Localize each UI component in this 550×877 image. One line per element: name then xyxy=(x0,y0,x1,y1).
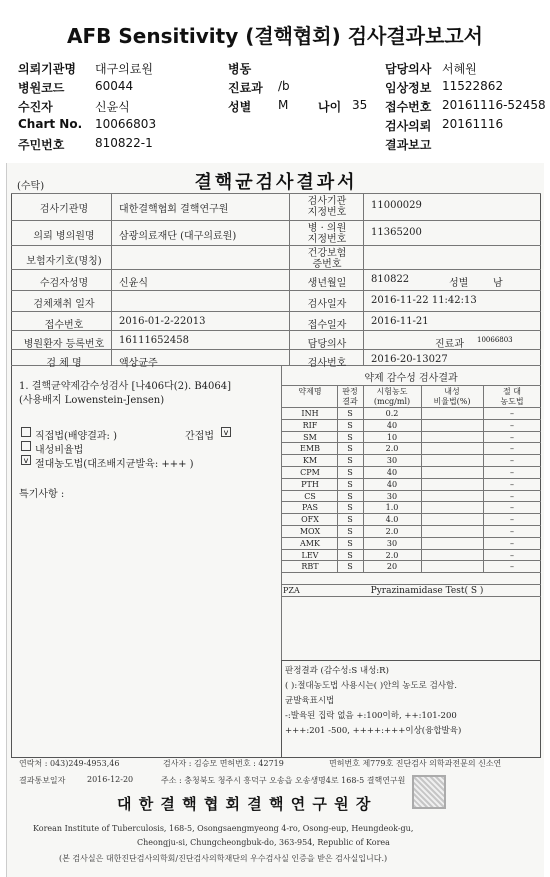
indirect-method-label: 간접법 xyxy=(185,431,214,442)
drug-abs: – xyxy=(510,409,514,418)
row-label-2: 생년월일 xyxy=(307,278,347,289)
drug-name: PAS xyxy=(302,503,318,513)
drug-abs: – xyxy=(510,503,514,513)
drug-name: RIF xyxy=(302,420,318,430)
dept-label: 진료과 xyxy=(435,339,464,350)
sensitivity-title: 약제 감수성 검사결과 xyxy=(364,373,458,384)
drug-conc: 40 xyxy=(386,420,398,430)
drug-abs: – xyxy=(510,479,514,489)
row-value: 삼광의료재단 (대구의료원) xyxy=(119,231,237,242)
row-value: 신윤식 xyxy=(119,278,148,289)
drug-conc: 2.0 xyxy=(385,550,399,560)
drug-conc: 2.0 xyxy=(385,527,399,536)
col-line xyxy=(363,269,364,365)
drug-conc: 0.2 xyxy=(385,409,399,418)
header-value: 20161116 xyxy=(442,117,504,131)
table-line xyxy=(281,549,541,550)
row-label: 검사기관명 xyxy=(39,204,89,215)
contact-phone: 연락처 : 043)249-4953,46 xyxy=(19,759,120,768)
drug-res: S xyxy=(347,527,353,536)
direct-method-checkbox xyxy=(21,427,31,437)
row-value: 2016-01-2-22013 xyxy=(119,316,206,327)
header-label: 임상정보 xyxy=(385,81,432,95)
official-seal xyxy=(412,775,446,809)
table-line xyxy=(281,407,541,408)
header-label: 수진자 xyxy=(18,100,53,114)
header-label: 병동 xyxy=(228,62,252,76)
drug-res: S xyxy=(347,444,353,454)
age-label: 나이 xyxy=(318,100,342,114)
header-label: 진료과 xyxy=(228,81,263,95)
drug-abs: – xyxy=(510,468,514,477)
row-value-2: 810822 xyxy=(371,274,410,285)
address: 주소 : 충청북도 청주시 흥덕구 오송읍 오송생명4로 168-5 결핵연구원 xyxy=(161,776,406,785)
drug-abs: – xyxy=(510,562,514,572)
table-line xyxy=(281,501,541,502)
header-value: 서혜원 xyxy=(442,62,477,76)
drug-name: CS xyxy=(304,491,316,501)
dept-value: 10066803 xyxy=(477,336,513,344)
table-line xyxy=(281,442,541,443)
judgement-line: +++:201 -500, ++++:+++이상(융합발육) xyxy=(285,726,462,736)
drug-abs: – xyxy=(510,491,514,501)
drug-name: KM xyxy=(302,456,318,466)
table-line xyxy=(281,537,541,538)
absolute-method-checkbox: v xyxy=(21,455,31,465)
drug-name: MOX xyxy=(299,527,321,536)
row-value: 16111652458 xyxy=(119,335,189,346)
drug-res: S xyxy=(347,432,353,442)
table-header: 판정 결과 xyxy=(342,387,358,406)
ratio-method-checkbox xyxy=(21,441,31,451)
drug-res: S xyxy=(347,491,353,501)
row-label: 보험자기호(명칭) xyxy=(26,256,102,267)
judgement-line: 균발육표시법 xyxy=(285,696,335,706)
drug-conc: 2.0 xyxy=(385,444,399,454)
col-line xyxy=(111,193,112,365)
row-value: 액상균주 xyxy=(119,358,158,369)
drug-name: AMK xyxy=(300,538,320,548)
table-line xyxy=(281,478,541,479)
scanned-result-document xyxy=(6,163,544,877)
pza-name: PZA xyxy=(283,586,300,596)
row-value: 대한결핵협회 결핵연구원 xyxy=(119,204,229,215)
drug-name: EMB xyxy=(300,444,320,454)
sex-value: 남 xyxy=(493,278,503,289)
drug-abs: – xyxy=(510,527,514,536)
header-value: 11522862 xyxy=(442,79,504,93)
drug-name: OFX xyxy=(301,515,319,525)
sex-label: 성별 xyxy=(449,278,469,289)
row-label-2: 병 · 의원 지정번호 xyxy=(307,223,347,245)
drug-name: INH xyxy=(301,409,319,418)
row-value-2: 11000029 xyxy=(371,200,422,211)
drug-res: S xyxy=(347,479,353,489)
drug-res: S xyxy=(347,420,353,430)
header-label: 의뢰기관명 xyxy=(18,62,76,76)
drug-name: CPM xyxy=(300,468,320,477)
drug-conc: 1.0 xyxy=(385,503,399,513)
header-label: 담당의사 xyxy=(385,62,432,76)
table-line xyxy=(281,454,541,455)
report-title: AFB Sensitivity (결핵협회) 검사결과보고서 xyxy=(67,24,483,48)
drug-abs: – xyxy=(510,456,514,466)
row-label-2: 담당의사 xyxy=(307,339,347,350)
drug-abs: – xyxy=(510,538,514,548)
row-line xyxy=(11,269,541,270)
drug-res: S xyxy=(347,550,353,560)
table-line xyxy=(281,490,541,491)
english-address-2: Cheongju-si, Chungcheongbuk-do, 363-954, Republic of Korea xyxy=(137,838,390,847)
drug-conc: 30 xyxy=(386,491,398,501)
row-label: 수검자성명 xyxy=(39,278,89,289)
table-line xyxy=(281,419,541,420)
table-header: 약제명 xyxy=(298,387,322,396)
table-line xyxy=(281,560,541,561)
drug-abs: – xyxy=(510,444,514,454)
table-header: 절 대 농도법 xyxy=(500,387,524,406)
row-value-2: 11365200 xyxy=(371,227,422,238)
english-address-1: Korean Institute of Tuberculosis, 168-5, Osongsaengmyeong 4-ro, Osong-eup, Heungdeok-gu, xyxy=(33,824,414,833)
drug-res: S xyxy=(347,503,353,513)
drug-conc: 40 xyxy=(386,468,398,477)
header-value: 대구의료원 xyxy=(95,62,153,76)
judgement-line: ( ):절대농도법 사용시는( )안의 농도로 검사함. xyxy=(285,681,457,691)
header-value: 60044 xyxy=(95,79,134,93)
indirect-method-checkbox: v xyxy=(221,427,231,437)
row-line xyxy=(11,245,541,246)
row-label: 접수번호 xyxy=(44,320,84,331)
table-line xyxy=(281,466,541,467)
header-label: 성별 xyxy=(228,100,252,114)
receipt-tag: (수탁) xyxy=(17,181,45,192)
report-date-label: 결과통보일자 xyxy=(19,776,66,785)
table-line xyxy=(281,572,541,573)
pza-result: Pyrazinamidase Test( S ) xyxy=(370,586,484,597)
row-label-2: 검사일자 xyxy=(307,299,347,310)
row-value-2: 2016-20-13027 xyxy=(371,354,448,365)
drug-name: SM xyxy=(303,432,317,442)
row-line xyxy=(11,290,541,291)
row-line xyxy=(11,193,541,194)
header-label: 결과보고 xyxy=(385,138,432,152)
certification-note: (본 검사실은 대한진단검사의학회/진단검사의학재단의 우수검사실 인증을 받은 검사실입니다.) xyxy=(59,854,388,863)
row-label: 검 체 명 xyxy=(46,358,82,369)
row-value-2: 2016-11-22 11:42:13 xyxy=(371,295,477,306)
col-line xyxy=(289,193,290,365)
drug-conc: 4.0 xyxy=(385,515,399,525)
header-label: Chart No. xyxy=(18,117,83,131)
drug-conc: 30 xyxy=(386,456,398,466)
drug-conc: 40 xyxy=(386,479,398,489)
organization-name: 대 한 결 핵 협 회 결 핵 연 구 원 장 xyxy=(117,795,372,813)
drug-name: RBT xyxy=(301,562,319,572)
row-value-2: 2016-11-21 xyxy=(371,316,429,327)
drug-res: S xyxy=(347,456,353,466)
test-method: (사용배지 Lowenstein-Jensen) xyxy=(19,395,165,406)
drug-res: S xyxy=(347,562,353,572)
judgement-line: -:발육된 집락 없음 +:100이하, ++:101-200 xyxy=(285,711,457,721)
header-value: /b xyxy=(278,79,290,93)
ratio-method-label: 내성비율법 xyxy=(35,445,84,456)
drug-res: S xyxy=(347,468,353,477)
age-value: 35 xyxy=(352,98,368,112)
drug-name: PTH xyxy=(301,479,319,489)
header-value: 10066803 xyxy=(95,117,157,131)
row-label-2: 건강보험 증번호 xyxy=(307,248,347,270)
drug-conc: 30 xyxy=(386,538,398,548)
test-name: 1. 결핵균약제감수성검사 [나406다(2). B4064] xyxy=(19,381,232,392)
absolute-method-label: 절대농도법(대조배지균발육: +++ ) xyxy=(35,459,194,470)
drug-abs: – xyxy=(510,420,514,430)
drug-abs: – xyxy=(510,550,514,560)
table-header: 내성 비율법(%) xyxy=(433,387,471,406)
license-info: 면허번호 제779호 진단검사 의학과전문의 신소연 xyxy=(329,759,502,768)
table-line xyxy=(281,431,541,432)
row-label-2: 검사번호 xyxy=(307,358,347,369)
table-line xyxy=(281,385,541,386)
document-title: 결핵균검사결과서 xyxy=(194,172,358,193)
drug-conc: 20 xyxy=(386,562,398,572)
row-label: 검체채취 일자 xyxy=(33,299,95,310)
row-label-2: 검사기관 지정번호 xyxy=(307,196,347,218)
drug-res: S xyxy=(347,409,353,418)
direct-method-label: 직접법(배양결과: ) xyxy=(35,431,117,442)
table-line xyxy=(281,596,541,597)
report-date: 2016-12-20 xyxy=(87,775,134,784)
header-label: 주민번호 xyxy=(18,138,65,152)
examiner-info: 검사자 : 김승모 면허번호 : 42719 xyxy=(163,759,284,768)
row-label: 의뢰 병의원명 xyxy=(33,231,95,242)
header-value: 신윤식 xyxy=(95,100,130,114)
row-line xyxy=(11,220,541,221)
drug-name: LEV xyxy=(301,550,319,560)
special-notes-label: 특기사항 : xyxy=(19,489,65,500)
header-label: 접수번호 xyxy=(385,100,432,114)
drug-conc: 10 xyxy=(386,432,398,442)
table-line xyxy=(281,513,541,514)
table-line xyxy=(281,525,541,526)
drug-res: S xyxy=(347,515,353,525)
row-line xyxy=(11,311,541,312)
header-label: 병원코드 xyxy=(18,81,65,95)
drug-abs: – xyxy=(510,432,514,442)
header-value: 810822-1 xyxy=(95,136,153,150)
header-label: 검사의뢰 xyxy=(385,119,432,133)
header-value: M xyxy=(278,98,289,112)
header-value: 20161116-52458 xyxy=(442,98,546,112)
judgement-line: 판정결과 (감수성:S 내성:R) xyxy=(285,666,389,676)
drug-res: S xyxy=(347,538,353,548)
row-label: 병원환자 등록번호 xyxy=(23,339,105,350)
table-header: 시험농도 (mcg/ml) xyxy=(373,387,411,406)
row-label-2: 접수일자 xyxy=(307,320,347,331)
drug-abs: – xyxy=(510,515,514,525)
